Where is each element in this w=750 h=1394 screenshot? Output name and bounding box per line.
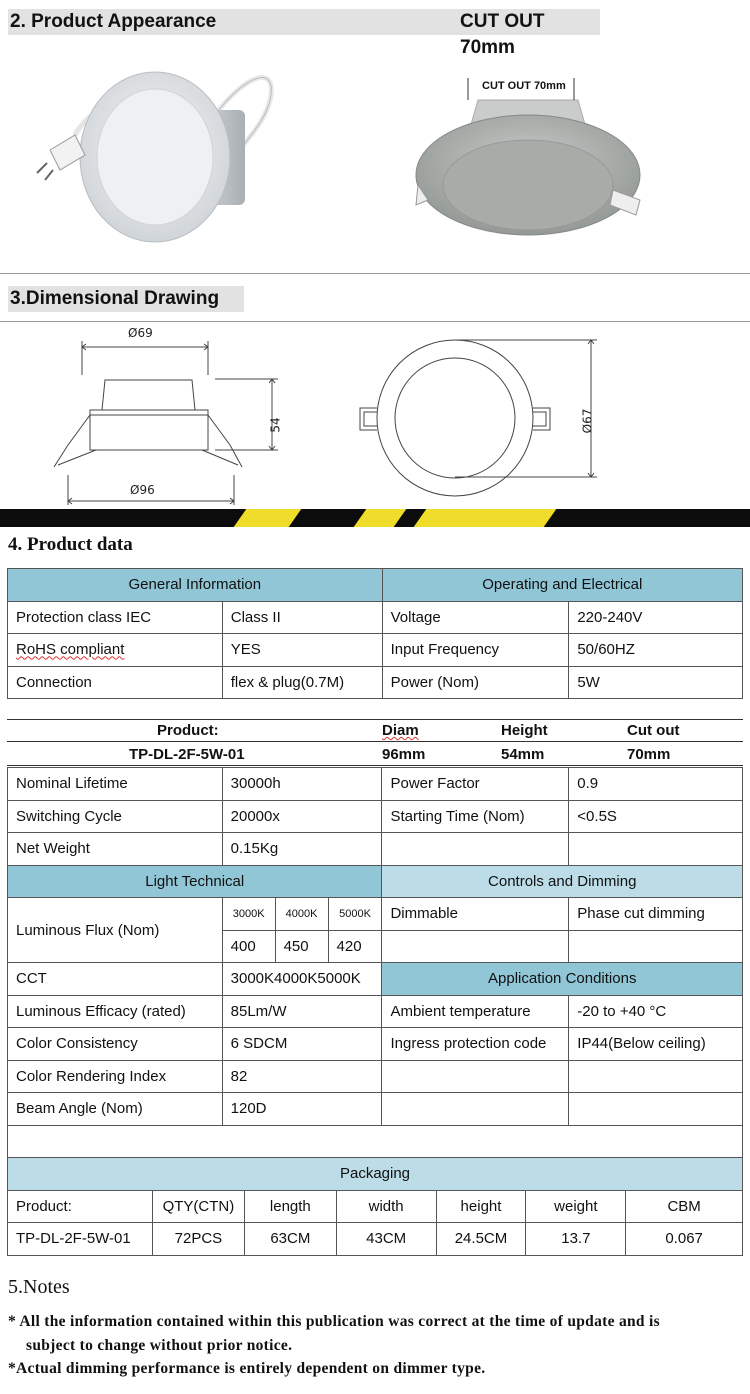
flux-cct-5000: 5000K [328,898,382,931]
packaging-col-product: Product: [8,1190,153,1223]
dim-bottom-label: Ø96 [130,483,155,497]
spec-value: -20 to +40 °C [569,995,743,1028]
downlight-cutout-image [408,90,648,240]
note-1: * All the information contained within this publication was correct at the time of update and is [8,1313,660,1330]
packaging-col-height: height [436,1190,526,1223]
spec-value: IP44(Below ceiling) [569,1028,743,1061]
spec-label: Nominal Lifetime [8,768,223,801]
spec-value [569,833,743,866]
decorative-band [0,509,750,527]
spec-label: Voltage [382,601,569,634]
flux-value: 450 [275,930,328,963]
specs-table [7,767,743,1158]
cutout-label: CUT OUT 70mm [460,11,545,58]
spec-label: Switching Cycle [8,800,223,833]
spec-value: YES [222,634,382,667]
dim-top-label: Ø69 [128,326,153,340]
operating-electrical-header: Operating and Electrical [382,569,742,602]
packaging-col-width: width [336,1190,436,1223]
spec-value: 20000x [222,800,382,833]
section-5-title: 5.Notes [8,1276,70,1298]
cct-label: CCT [8,963,223,996]
spec-label: Ingress protection code [382,1028,569,1061]
spec-label: Input Frequency [382,634,569,667]
spec-value: 82 [222,1060,382,1093]
note-1-continued: subject to change without prior notice. [26,1337,293,1354]
packaging-product: TP-DL-2F-5W-01 [8,1223,153,1256]
spec-label: Ambient temperature [382,995,569,1028]
section-2-title: 2. Product Appearance [10,11,217,32]
flux-cct-3000: 3000K [222,898,275,931]
dim-front-label: Ø67 [580,408,595,434]
packaging-length: 63CM [244,1223,336,1256]
height-label: Height [501,722,548,739]
section-3-header [8,286,244,312]
flux-value: 400 [222,930,275,963]
cutout-indicator-line [462,78,582,102]
section-3-title: 3.Dimensional Drawing [10,288,220,309]
spec-label: Luminous Efficacy (rated) [8,995,223,1028]
product-label: Product: [157,722,219,739]
note-2: *Actual dimming performance is entirely dependent on dimmer type. [8,1360,486,1377]
light-technical-header: Light Technical [8,865,382,898]
packaging-qty: 72PCS [152,1223,244,1256]
section-4-title: 4. Product data [8,534,133,555]
flux-value: 420 [328,930,382,963]
luminous-flux-label: Luminous Flux (Nom) [8,898,223,963]
spec-label [8,634,223,667]
packaging-header: Packaging [8,1158,743,1191]
spec-label [382,1060,569,1093]
spec-value: flex & plug(0.7M) [222,666,382,699]
spec-value: <0.5S [569,800,743,833]
spec-label: Color Rendering Index [8,1060,223,1093]
cutout-value: 70mm [627,746,671,763]
spacer-row [8,1125,743,1158]
spec-value: 85Lm/W [222,995,382,1028]
spec-value: 6 SDCM [222,1028,382,1061]
diam-label-text: Diam [382,722,419,739]
packaging-table [7,1157,743,1256]
spec-value [569,1060,743,1093]
spec-label: Connection [8,666,223,699]
packaging-cbm: 0.067 [626,1223,743,1256]
spec-label: Protection class IEC [8,601,223,634]
general-info-table [7,568,743,699]
flux-cct-4000: 4000K [275,898,328,931]
spec-value: 0.9 [569,768,743,801]
dim-height-label: 54 [268,417,283,433]
dimming-value: Phase cut dimming [569,898,743,931]
spec-value: 220-240V [569,601,743,634]
packaging-height: 24.5CM [436,1223,526,1256]
downlight-with-plug-image [35,55,285,255]
cutout-image-caption: CUT OUT 70mm [482,80,566,92]
spec-value: 120D [222,1093,382,1126]
height-value: 54mm [501,746,545,763]
empty-cell [569,930,743,963]
diam-value: 96mm [382,746,426,763]
packaging-col-qty: QTY(CTN) [152,1190,244,1223]
spec-label-text: RoHS compliant [16,641,125,659]
packaging-col-length: length [244,1190,336,1223]
packaging-col-cbm: CBM [626,1190,743,1223]
spec-label: Net Weight [8,833,223,866]
model-value: TP-DL-2F-5W-01 [129,746,245,763]
front-view-drawing [355,335,605,505]
dimmable-label: Dimmable [382,898,569,931]
spec-label: Beam Angle (Nom) [8,1093,223,1126]
side-view-drawing [50,325,300,505]
product-summary [7,719,743,767]
spec-label: Starting Time (Nom) [382,800,569,833]
packaging-col-weight: weight [526,1190,626,1223]
spec-label: Power (Nom) [382,666,569,699]
packaging-width: 43CM [336,1223,436,1256]
spec-value: Class II [222,601,382,634]
general-info-header: General Information [8,569,383,602]
application-conditions-header: Application Conditions [382,963,743,996]
spec-value [569,1093,743,1126]
divider-1 [0,273,750,274]
spec-label [382,1093,569,1126]
cct-value: 3000K4000K5000K [222,963,382,996]
spec-value: 5W [569,666,743,699]
section-2-header [8,9,600,58]
spec-label: Color Consistency [8,1028,223,1061]
cutout-col-label: Cut out [627,722,680,739]
empty-cell [382,930,569,963]
spec-value: 30000h [222,768,382,801]
divider-2 [0,321,750,322]
controls-dimming-header: Controls and Dimming [382,865,743,898]
spec-value: 50/60HZ [569,634,743,667]
spec-label: Power Factor [382,768,569,801]
spec-value: 0.15Kg [222,833,382,866]
packaging-weight: 13.7 [526,1223,626,1256]
spec-label [382,833,569,866]
